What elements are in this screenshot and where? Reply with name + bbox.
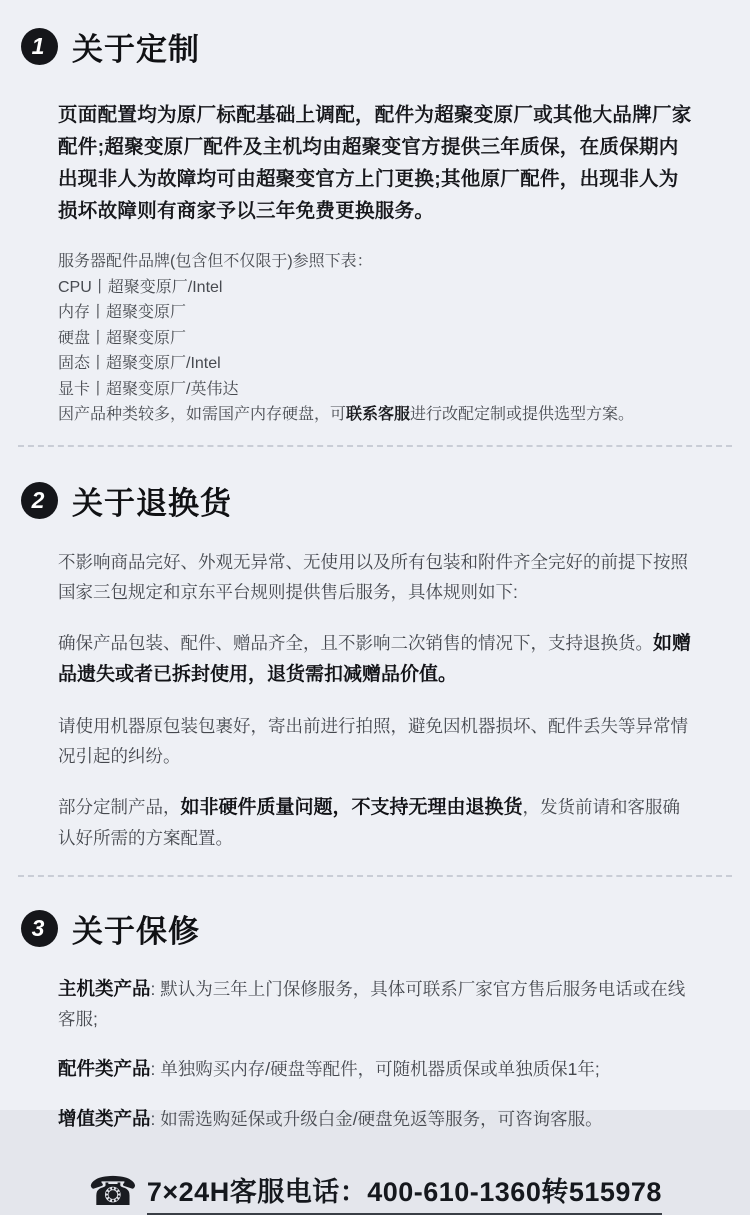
list-header: 服务器配件品牌(包含但不仅限于)参照下表： bbox=[58, 253, 373, 270]
section-title: 关于退换货 bbox=[72, 485, 232, 521]
list-item: 硬盘丨超聚变原厂 bbox=[58, 329, 187, 347]
section-customization bbox=[0, 0, 750, 428]
warranty-item bbox=[58, 1104, 694, 1134]
returns-paragraph bbox=[58, 711, 694, 771]
paragraph-text: 部分定制产品， bbox=[58, 796, 181, 817]
phone-icon bbox=[88, 1172, 138, 1212]
warranty-item-label: 配件类产品 bbox=[58, 1057, 151, 1079]
note-text: 进行改配定制或提供选型方案。 bbox=[410, 406, 635, 423]
warranty-item-label: 增值类产品 bbox=[58, 1107, 151, 1129]
section-warranty bbox=[0, 877, 750, 1134]
section-header bbox=[0, 0, 750, 69]
list-item: 固态丨超聚变原厂/Intel bbox=[58, 355, 221, 372]
paragraph-bold-text: 如非硬件质量问题，不支持无理由退换货 bbox=[180, 796, 523, 818]
section-returns bbox=[0, 447, 750, 853]
paragraph-text: 不影响商品完好、外观无异常、无使用以及所有包装和附件齐全完好的前提下按照国家三包规定和京东平台规则提供售后服务，具体规则如下: bbox=[58, 551, 688, 602]
paragraph-text: 请使用机器原包装包裹好，寄出前进行拍照，避免因机器损坏、配件丢失等异常情况引起的纠纷。 bbox=[58, 715, 688, 766]
section-header bbox=[0, 447, 750, 523]
paragraph-text: ，发货前请和客服确认好所需的方案配置。 bbox=[58, 796, 681, 848]
warranty-item-label: 主机类产品 bbox=[58, 977, 151, 999]
number-badge-icon: 3 bbox=[21, 910, 58, 947]
list-item: CPU丨超聚变原厂/Intel bbox=[58, 278, 223, 296]
returns-paragraph bbox=[58, 628, 694, 690]
customization-intro-text: 页面配置均为原厂标配基础上调配，配件为超聚变原厂或其他大品牌厂家配件;超聚变原厂配件及主机均由超聚变官方提供三年质保，在质保期内出现非人为故障均可由超聚变官方上门更换;其他原厂配件，出现非人为损坏故障则有商家予以三年免费更换服务。 bbox=[58, 104, 692, 222]
customization-note bbox=[58, 402, 692, 428]
warranty-item-text: : 默认为三年上门保修服务，具体可联系厂家官方售后服务电话或在线客服; bbox=[58, 978, 686, 1029]
paragraph-text: 确保产品包装、配件、赠品齐全，且不影响二次销售的情况下，支持退换货。 bbox=[58, 632, 653, 653]
note-text: 因产品种类较多，如需国产内存硬盘，可 bbox=[58, 406, 347, 423]
warranty-item bbox=[58, 1054, 694, 1084]
component-brand-list bbox=[58, 249, 692, 402]
hotline-number-text: 7×24H客服电话：400-610-1360转515978 bbox=[147, 1170, 662, 1215]
hotline-footer bbox=[0, 1170, 750, 1215]
list-item: 内存丨超聚变原厂 bbox=[58, 304, 187, 321]
contact-support-text: 联系客服 bbox=[346, 406, 411, 423]
warranty-item-text: : 如需选购延保或升级白金/硬盘免返等服务，可咨询客服。 bbox=[150, 1108, 603, 1129]
returns-paragraph bbox=[58, 547, 694, 607]
warranty-item-text: : 单独购买内存/硬盘等配件，可随机器质保或单独质保1年; bbox=[150, 1058, 600, 1079]
returns-paragraph bbox=[58, 792, 694, 853]
list-item: 显卡丨超聚变原厂/英伟达 bbox=[58, 380, 239, 398]
section-title: 关于保修 bbox=[72, 913, 200, 949]
section-title: 关于定制 bbox=[72, 32, 200, 67]
number-badge-icon: 2 bbox=[21, 482, 58, 519]
number-badge-icon: 1 bbox=[21, 28, 58, 65]
section-header bbox=[0, 877, 750, 951]
paragraph-bold-text: 如赠品遗失或者已拆封使用，退货需扣减赠品价值。 bbox=[58, 632, 692, 685]
warranty-item bbox=[58, 974, 694, 1034]
